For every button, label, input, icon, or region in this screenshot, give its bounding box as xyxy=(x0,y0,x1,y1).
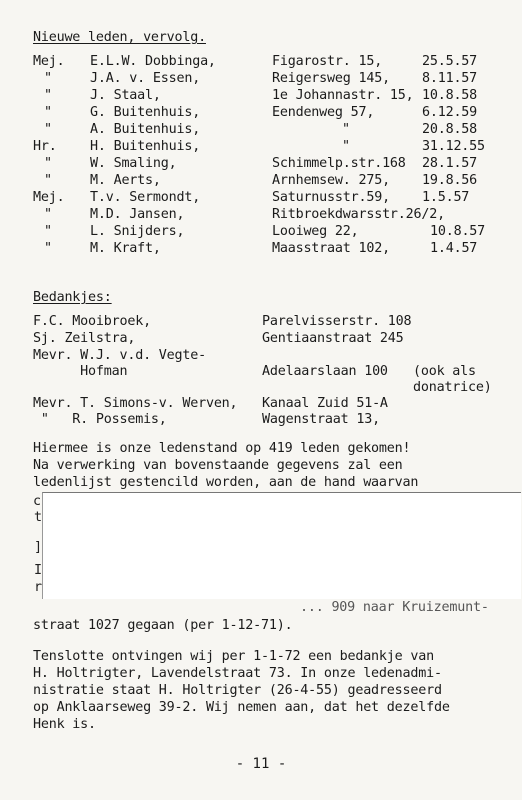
heading-new-members: Nieuwe leden, vervolg. xyxy=(33,30,206,45)
member-title: Mej. xyxy=(33,190,65,205)
paragraph-line: ledenlijst gestencild worden, aan de hand waarvan xyxy=(33,475,419,490)
member-title: " xyxy=(44,88,52,103)
obscured-fragment: ] xyxy=(34,540,43,555)
member-address: Eendenweg 57, xyxy=(272,105,375,120)
member-title: Mej. xyxy=(33,54,65,69)
paragraph-line: op Anklaarseweg 39-2. Wij nemen aan, dat het dezelfde xyxy=(33,700,450,715)
thanks-name: Sj. Zeilstra, xyxy=(33,331,136,346)
member-address: Saturnusstr.59, xyxy=(272,190,390,205)
member-address: Reigersweg 145, xyxy=(272,71,390,86)
obscured-fragment: r xyxy=(34,580,43,595)
member-date: 1.4.57 xyxy=(430,241,478,256)
thanks-address: Parelvisserstr. 108 xyxy=(262,314,412,329)
member-date: 1.5.57 xyxy=(422,190,470,205)
member-name: L. Snijders, xyxy=(90,224,185,239)
page-number: - 11 - xyxy=(235,756,287,772)
paragraph-line: H. Holtrigter, Lavendelstraat 73. In onze ledenadmi- xyxy=(33,666,442,681)
member-title: Hr. xyxy=(33,139,57,154)
member-date: 10.8.57 xyxy=(430,224,486,239)
paragraph-line: Na verwerking van bovenstaande gegevens zal een xyxy=(33,458,403,473)
heading-thanks: Bedankjes: xyxy=(33,290,112,305)
member-date: 25.5.57 xyxy=(422,54,478,69)
thanks-name: " R. Possemis, xyxy=(33,412,167,427)
thanks-name: Hofman xyxy=(33,364,128,379)
member-title: " xyxy=(44,241,52,256)
thanks-note: donatrice) xyxy=(413,380,492,395)
obscured-line-end: ... 909 naar Kruizemunt- xyxy=(300,600,489,615)
member-address: Maasstraat 102, xyxy=(272,241,390,256)
thanks-address: Adelaarslaan 100 xyxy=(262,364,388,379)
member-name: A. Buitenhuis, xyxy=(90,122,201,137)
member-date: 8.11.57 xyxy=(422,71,478,86)
member-name: J. Staal, xyxy=(90,88,161,103)
paragraph-line: Tenslotte ontvingen wij per 1-1-72 een bedankje van xyxy=(33,649,434,664)
member-title: " xyxy=(44,156,52,171)
member-address: Ritbroekdwarsstr.26/2, xyxy=(272,207,445,222)
thanks-note: (ook als xyxy=(413,364,476,379)
paragraph-line: nistratie staat H. Holtrigter (26-4-55) geadresseerd xyxy=(33,683,442,698)
obscured-fragment: t xyxy=(34,510,43,525)
member-title: " xyxy=(44,105,52,120)
member-title: " xyxy=(44,122,52,137)
member-address: 1e Johannastr. 15, xyxy=(272,88,414,103)
paragraph-line: Hiermee is onze ledenstand op 419 leden gekomen! xyxy=(33,441,411,456)
member-date: 6.12.59 xyxy=(422,105,478,120)
member-name: G. Buitenhuis, xyxy=(90,105,201,120)
member-name: H. Buitenhuis, xyxy=(90,139,201,154)
member-date: 19.8.56 xyxy=(422,173,478,188)
obscured-fragment: c xyxy=(33,494,42,509)
member-name: J.A. v. Essen, xyxy=(90,71,201,86)
member-title: " xyxy=(44,207,52,222)
thanks-address: Wagenstraat 13, xyxy=(262,412,380,427)
member-name: M.D. Jansen, xyxy=(90,207,185,222)
member-address: " xyxy=(342,139,350,154)
member-title: " xyxy=(44,173,52,188)
thanks-name: Mevr. T. Simons-v. Werven, xyxy=(33,396,238,411)
redaction-patch xyxy=(42,492,521,599)
member-name: M. Aerts, xyxy=(90,173,161,188)
member-address: Schimmelp.str.168 xyxy=(272,156,406,171)
member-title: " xyxy=(44,71,52,86)
member-date: 10.8.58 xyxy=(422,88,478,103)
member-name: W. Smaling, xyxy=(90,156,177,171)
member-address: Looiweg 22, xyxy=(272,224,359,239)
thanks-address: Gentiaanstraat 245 xyxy=(262,331,404,346)
paragraph-line: Henk is. xyxy=(33,717,96,732)
member-title: " xyxy=(44,224,52,239)
member-date: 28.1.57 xyxy=(422,156,478,171)
member-date: 31.12.55 xyxy=(422,139,485,154)
thanks-address: Kanaal Zuid 51-A xyxy=(262,396,388,411)
paragraph-line: straat 1027 gegaan (per 1-12-71). xyxy=(33,618,293,633)
thanks-name: F.C. Mooibroek, xyxy=(33,314,151,329)
member-name: E.L.W. Dobbinga, xyxy=(90,54,216,69)
member-address: Arnhemsew. 275, xyxy=(272,173,390,188)
member-date: 20.8.58 xyxy=(422,122,478,137)
member-name: T.v. Sermondt, xyxy=(90,190,201,205)
obscured-fragment: I xyxy=(34,563,43,578)
member-address: Figarostr. 15, xyxy=(272,54,383,69)
member-address: " xyxy=(342,122,350,137)
thanks-name: Mevr. W.J. v.d. Vegte- xyxy=(33,348,206,363)
member-name: M. Kraft, xyxy=(90,241,161,256)
